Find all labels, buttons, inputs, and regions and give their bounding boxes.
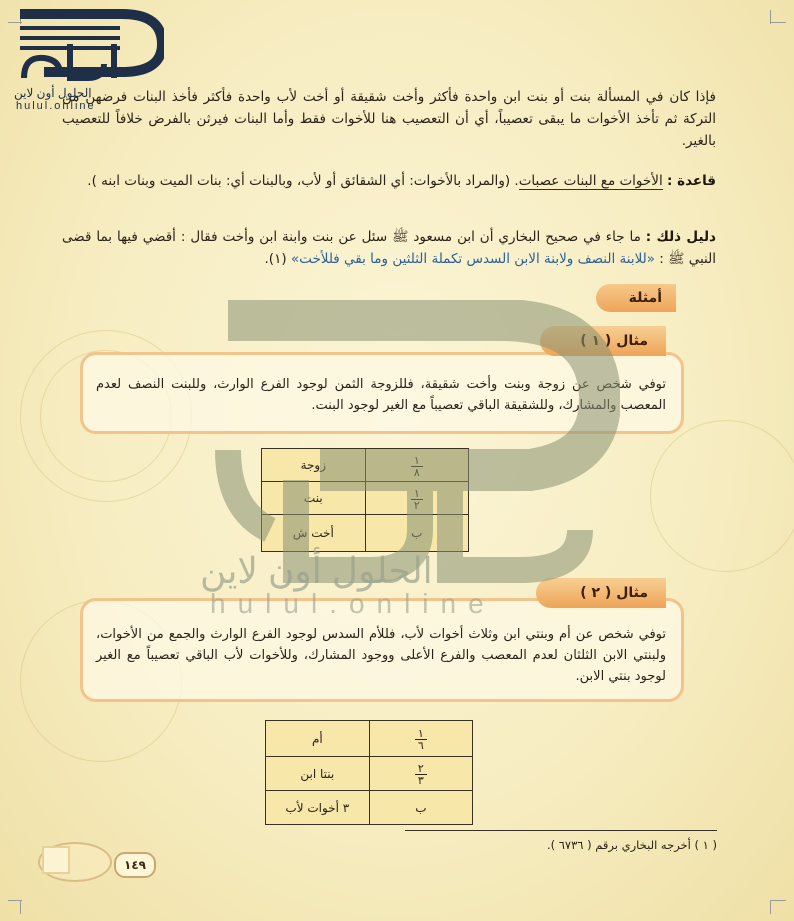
table-row <box>266 791 473 825</box>
example-1-title: مثال ( ١ ) <box>580 333 648 349</box>
share-cell <box>365 449 468 482</box>
table-row <box>262 449 469 482</box>
crop-mark <box>770 22 786 23</box>
fraction-numerator: ٢ <box>415 763 427 775</box>
logo-subtitle: الحلول أون لاين <box>14 86 92 100</box>
rule-label: قاعدة : <box>667 173 716 189</box>
share-cell <box>365 482 468 515</box>
heir-cell: أم <box>266 721 370 757</box>
watermark-url: hulul.online <box>210 588 496 619</box>
crop-mark <box>20 900 21 914</box>
table-row <box>262 482 469 515</box>
logo-url: hulul.online <box>16 100 96 112</box>
section-title-tab <box>596 284 676 312</box>
example-2-tab <box>536 578 666 608</box>
footnote-rule <box>405 830 717 831</box>
fraction-numerator: ١ <box>411 488 423 500</box>
heir-cell: زوجة <box>262 449 366 482</box>
heir-cell: ٣ أخوات لأب <box>266 791 370 825</box>
evidence-label: دليل ذلك : <box>645 229 716 245</box>
example-2-title: مثال ( ٢ ) <box>580 585 648 601</box>
share-cell: ب <box>369 791 472 825</box>
watermark-subtitle: الحلول أون لاين <box>200 550 433 591</box>
fraction <box>411 488 423 511</box>
fraction <box>415 728 427 751</box>
evidence-paragraph <box>62 226 716 270</box>
heir-cell: بنتا ابن <box>266 757 370 791</box>
crop-mark <box>8 900 22 901</box>
page-number: ١٤٩ <box>114 852 156 878</box>
table-row <box>266 757 473 791</box>
example-2-text: توفي شخص عن أم وبنتي ابن وثلاث أخوات لأب، فللأم السدس لوجود الفرع الوارث والجمع من الأخوات، ولبنتي الابن الثلثان لعدم المعصب والفرع الأعلى ووجود المشارك، وللأخوات لأب الباقي تعصيباً مع الغير لوجود بنتي الابن. <box>96 627 666 684</box>
fraction-numerator: ١ <box>415 728 427 740</box>
fraction-numerator: ١ <box>411 455 423 467</box>
fraction-denominator: ٦ <box>417 739 424 752</box>
footnote-ref: (١). <box>264 251 287 267</box>
evidence-text: ما جاء في صحيح البخاري أن ابن مسعود ﷺ سئل عن بنت وابنة ابن وأخت فقال : أقضي فيها بما قضى النبي ﷺ : <box>62 229 716 267</box>
table-row <box>266 721 473 757</box>
rule-paragraph <box>62 170 716 192</box>
heir-cell: أخت ش <box>262 515 366 552</box>
footnote: ( ١ ) أخرجه البخاري برقم ( ٦٧٣٦ ). <box>546 838 717 852</box>
fraction-denominator: ٨ <box>413 465 420 479</box>
crop-mark <box>770 900 771 914</box>
fraction-denominator: ٢ <box>413 498 420 512</box>
share-cell <box>369 757 472 791</box>
example-1-tab <box>540 326 666 356</box>
table-row <box>262 515 469 552</box>
rule-rest: . (والمراد بالأخوات: أي الشقائق أو لأب، وبالبنات أي: بنات الميت وبنات ابنه ). <box>87 173 519 189</box>
rule-text: الأخوات مع البنات عصبات <box>518 173 663 189</box>
logo-mark <box>14 4 164 82</box>
heir-cell: بنت <box>262 482 366 515</box>
fraction <box>411 455 423 478</box>
crop-mark <box>770 900 786 901</box>
ornament <box>650 420 794 572</box>
page-corner-square <box>42 846 70 874</box>
intro-paragraph: فإذا كان في المسألة بنت أو بنت ابن واحدة فأكثر وأخت شقيقة أو أخت لأب واحدة فأكثر فأخذ البنات فرضهن من التركة ثم تأخذ الأخوات ما يبقى تعصيباً، أي أن التعصيب هنا للأخوات فقط وأما البنات فيرثن بالفرض خلافاً للتعصيب بالغير. <box>62 89 716 149</box>
section-title: أمثلة <box>628 290 662 306</box>
example-2-table <box>265 720 473 825</box>
share-cell: ب <box>365 515 468 552</box>
example-1-table <box>261 448 469 552</box>
hadith-quote: «للابنة النصف ولابنة الابن السدس تكملة الثلثين وما بقي فللأخت» <box>290 251 655 267</box>
fraction <box>415 763 427 786</box>
fraction-denominator: ٣ <box>417 774 424 787</box>
share-cell <box>369 721 472 757</box>
example-1-text: توفي شخص عن زوجة وبنت وأخت شقيقة، فللزوجة الثمن لوجود الفرع الوارث، وللبنت النصف لعدم المعصب والمشارك، وللشقيقة الباقي تعصيباً مع الغير لوجود البنت. <box>96 377 666 413</box>
crop-mark <box>8 22 22 23</box>
